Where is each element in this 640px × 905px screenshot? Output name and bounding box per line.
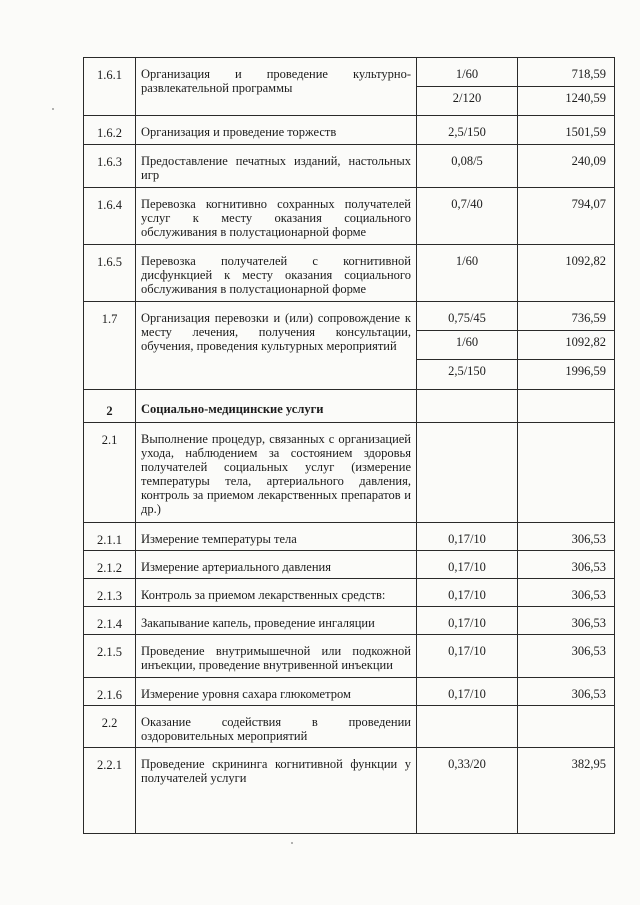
tariff-value: 0,08/5 (417, 145, 518, 188)
scan-speck (291, 842, 293, 844)
service-name: Организация и проведение культурно-развлекательной программы (136, 58, 417, 116)
price-value: 306,53 (518, 678, 615, 706)
service-name: Контроль за приемом лекарственных средств: (136, 579, 417, 607)
tariff-value: 0,17/10 (417, 607, 518, 635)
table-row (84, 551, 615, 579)
price-value: 306,53 (518, 607, 615, 635)
price-value: 794,07 (518, 188, 615, 245)
service-name: Социально-медицинские услуги (136, 390, 417, 423)
row-number: 2.1.2 (84, 551, 136, 579)
price-value: 306,53 (518, 579, 615, 607)
table-row (84, 188, 615, 245)
service-name: Перевозка получателей с когнитивной дисфункцией к месту оказания социального обслуживания в полустационарной форме (136, 245, 417, 302)
tariff-value: 0,17/10 (417, 551, 518, 579)
price-value: 1092,82 (518, 331, 615, 360)
row-number: 2.1 (84, 423, 136, 523)
price-value: 1501,59 (518, 116, 615, 145)
row-number: 2.1.3 (84, 579, 136, 607)
tariff-value (417, 390, 518, 423)
price-value: 1240,59 (518, 87, 615, 116)
service-name: Проведение скрининга когнитивной функции у получателей услуги (136, 748, 417, 834)
row-number: 1.6.5 (84, 245, 136, 302)
tariff-value: 1/60 (417, 58, 518, 87)
table-row (84, 145, 615, 188)
price-value: 306,53 (518, 551, 615, 579)
tariff-value: 0,17/10 (417, 635, 518, 678)
row-number: 1.6.4 (84, 188, 136, 245)
service-name: Оказание содействия в проведении оздоровительных мероприятий (136, 706, 417, 748)
row-number: 1.6.1 (84, 58, 136, 116)
service-name: Закапывание капель, проведение ингаляции (136, 607, 417, 635)
table-row (84, 245, 615, 302)
service-name: Проведение внутримышечной или подкожной инъекции, проведение внутривенной инъекции (136, 635, 417, 678)
price-value: 718,59 (518, 58, 615, 87)
price-value: 306,53 (518, 635, 615, 678)
tariff-value: 0,7/40 (417, 188, 518, 245)
tariff-value: 0,17/10 (417, 523, 518, 551)
price-value: 382,95 (518, 748, 615, 834)
service-name: Измерение артериального давления (136, 551, 417, 579)
tariff-value: 2/120 (417, 87, 518, 116)
table-row (84, 523, 615, 551)
tariff-table (83, 57, 615, 834)
tariff-value: 0,17/10 (417, 579, 518, 607)
table-row (84, 58, 615, 87)
table-row (84, 607, 615, 635)
scan-speck (52, 108, 54, 110)
row-number: 2 (84, 390, 136, 423)
price-value: 1996,59 (518, 360, 615, 390)
price-value (518, 390, 615, 423)
tariff-value: 2,5/150 (417, 360, 518, 390)
tariff-value (417, 706, 518, 748)
price-value (518, 423, 615, 523)
table-row (84, 390, 615, 423)
service-name: Измерение уровня сахара глюкометром (136, 678, 417, 706)
tariff-value: 1/60 (417, 245, 518, 302)
row-number: 2.2 (84, 706, 136, 748)
service-name: Организация перевозки и (или) сопровождение к месту лечения, получения консультации, обучения, проведения культурных мероприятий (136, 302, 417, 390)
service-name: Предоставление печатных изданий, настольных игр (136, 145, 417, 188)
table-row (84, 748, 615, 834)
service-name: Перевозка когнитивно сохранных получателей услуг к месту оказания социального обслуживания в полустационарной форме (136, 188, 417, 245)
table-row (84, 678, 615, 706)
row-number: 2.1.4 (84, 607, 136, 635)
price-value: 736,59 (518, 302, 615, 331)
price-value: 1092,82 (518, 245, 615, 302)
row-number: 2.1.1 (84, 523, 136, 551)
row-number: 2.2.1 (84, 748, 136, 834)
table-row (84, 635, 615, 678)
tariff-value: 2,5/150 (417, 116, 518, 145)
service-name: Выполнение процедур, связанных с организацией ухода, наблюдением за состоянием здоровья получателей социальных услуг (измерение температуры тела, артериального давления, контроль за приемом лекарственных препаратов и др.) (136, 423, 417, 523)
tariff-value: 0,33/20 (417, 748, 518, 834)
table-row (84, 116, 615, 145)
price-value: 240,09 (518, 145, 615, 188)
row-number: 1.6.2 (84, 116, 136, 145)
tariff-value: 0,17/10 (417, 678, 518, 706)
service-name: Измерение температуры тела (136, 523, 417, 551)
tariff-value: 1/60 (417, 331, 518, 360)
price-value (518, 706, 615, 748)
tariff-value: 0,75/45 (417, 302, 518, 331)
price-value: 306,53 (518, 523, 615, 551)
table-row (84, 579, 615, 607)
row-number: 1.7 (84, 302, 136, 390)
tariff-value (417, 423, 518, 523)
row-number: 2.1.5 (84, 635, 136, 678)
table-row (84, 706, 615, 748)
table-row (84, 302, 615, 331)
row-number: 2.1.6 (84, 678, 136, 706)
row-number: 1.6.3 (84, 145, 136, 188)
table-row (84, 423, 615, 523)
service-name: Организация и проведение торжеств (136, 116, 417, 145)
